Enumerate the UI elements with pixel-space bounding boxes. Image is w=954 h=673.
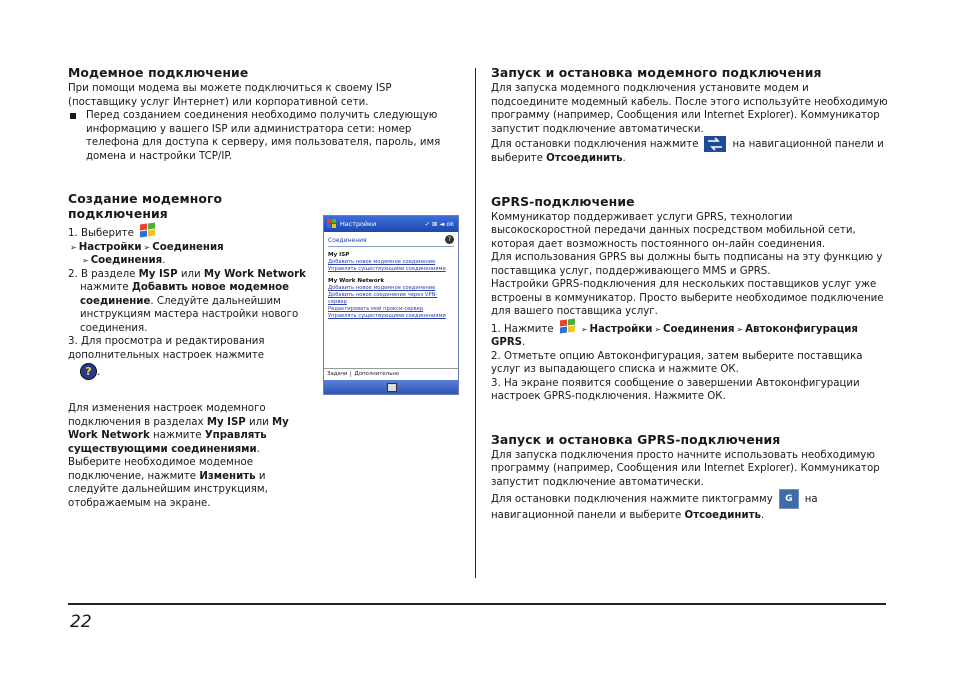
screenshot-section: Соединения ? — [328, 235, 454, 247]
screenshot-tabs — [324, 368, 458, 379]
gprs-heading: GPRS-подключение — [491, 193, 635, 209]
gprs-startstop-p1: Для запуска подключения просто начните использовать необходимую программу (например, Сообщения или Internet Explorer). Коммуникатор запустит подключение автоматически. — [491, 449, 880, 488]
screenshot-link: Добавить новое модемное соединение — [328, 285, 436, 291]
settings-screenshot — [323, 215, 459, 395]
startstop-p1: Для запуска модемного подключения установите модем и подсоедините модемный кабель. После этого используйте необходимую программу (например, Сообщения или Internet Explorer). Коммуникатор запустит подключение автоматически. — [491, 83, 888, 135]
create-step2-cont: нажмите Добавить новое модемное соединение. Следуйте дальнейшим инструкциям мастера настройки нового соединения. — [80, 282, 299, 334]
gprs-p2: Для использования GPRS вы должны быть подписаны на эту функцию у поставщика услуг, поддерживающего MMS и GPRS. — [491, 252, 883, 277]
connection-icon — [704, 136, 726, 152]
windows-start-icon — [559, 319, 577, 335]
startstop-heading: Запуск и остановка модемного подключения — [491, 65, 822, 80]
arrow-icon: ➢ — [82, 256, 89, 265]
screenshot-link: Управлять существующими соединениями — [328, 313, 446, 319]
modem-bullet: Перед созданием соединения необходимо получить следующую информацию у вашего ISP или администратора сети: номер телефона для доступа к серверу, имя пользователя, пароль, имя домена и настройки TCP/IP. — [68, 109, 463, 163]
gprs-p1: Коммуникатор поддерживает услуги GPRS, технологии высокоскоростной передачи данных посредством мобильной сети, которая дает возможность постоянного он-лайн соединения. — [491, 211, 856, 250]
keyboard-icon — [387, 383, 397, 392]
create-section — [68, 191, 308, 510]
screenshot-tab: Дополнительно — [354, 371, 400, 377]
screenshot-link: Управлять существующими соединениями — [328, 266, 446, 272]
gprs-step3: 3. На экране появится сообщение о завершении Автоконфигурации настроек GPRS-подключения. Нажмите ОК. — [491, 377, 860, 402]
arrow-icon: ➢ — [70, 242, 77, 252]
modem-intro: При помощи модема вы можете подключиться к своему ISP (поставщику услуг Интернет) или корпоративной сети. — [68, 83, 392, 108]
screenshot-title: Настройки — [340, 220, 377, 228]
arrow-icon: ➢ — [654, 324, 662, 334]
gprs-step1: 1. Нажмите ➢ Настройки ➢ Соединения ➢ Автоконфигурация GPRS. — [491, 319, 889, 350]
arrow-icon: ➢ — [736, 324, 744, 334]
column-divider — [475, 68, 476, 578]
create-heading-line2: подключения — [68, 206, 168, 221]
create-step3-icon: ? . — [68, 363, 308, 380]
screenshot-group2: My Work Network — [328, 278, 385, 284]
footer-rule — [68, 603, 886, 605]
create-heading-line1: Создание модемного — [68, 191, 223, 206]
gprs-p3: Настройки GPRS-подключения для нескольких поставщиков услуг уже встроены в коммуникатор. Просто выберите необходимое подключение для вашего поставщика услуг. — [491, 279, 884, 317]
screenshot-titlebar — [324, 216, 458, 232]
arrow-icon: ➢ — [580, 324, 588, 334]
screenshot-link: Добавить новое соединение через VPN-сервер — [328, 292, 438, 305]
create-step3: 3. Для просмотра и редактирования дополнительных настроек нажмите — [68, 336, 265, 361]
help-icon: ? — [445, 235, 454, 244]
screenshot-status: ✓ ⊠ ◄ ok — [424, 220, 454, 228]
create-step1: 1. Выберите ➢ Настройки ➢ Соединения — [68, 223, 308, 254]
change-paragraph: Для изменения настроек модемного подключения в разделах My ISP или My Work Network нажмите Управлять существующими соединениями. Выберите необходимое модемное подключение, нажмите Изменить и следуйте дальнейшим инструкциям, отображаемым на экране. — [68, 403, 289, 509]
screenshot-group1: My ISP — [328, 252, 350, 258]
startstop-p2: Для остановки подключения нажмите на навигационной панели и выберите Отсоединить. — [491, 136, 889, 166]
page-number: 22 — [70, 612, 92, 632]
gprs-step2: 2. Отметьте опцию Автоконфигурация, затем выберите поставщика услуг из выпадающего списка и нажмите ОК. — [491, 350, 863, 375]
right-column — [491, 65, 889, 523]
gprs-startstop-p2: Для остановки подключения нажмите пиктограмму G на навигационной панели и выберите Отсоединить. — [491, 489, 889, 523]
help-icon: ? — [80, 363, 97, 380]
windows-start-icon — [327, 219, 336, 228]
arrow-icon: ➢ — [143, 242, 151, 252]
gprs-icon: G — [779, 489, 799, 509]
gprs-startstop-heading: Запуск и остановка GPRS-подключения — [491, 431, 781, 447]
windows-start-icon — [139, 223, 157, 239]
screenshot-link: Добавить новое модемное соединение — [328, 259, 436, 265]
create-step1-cont: ➢ Соединения. — [82, 255, 166, 266]
screenshot-tab: Задачи — [324, 371, 351, 377]
create-step2: 2. В разделе My ISP или My Work Network — [68, 268, 306, 280]
screenshot-link: Редактировать мой прокси-сервер — [328, 306, 424, 312]
modem-heading: Модемное подключение — [68, 65, 249, 80]
screenshot-bottombar — [324, 380, 458, 394]
